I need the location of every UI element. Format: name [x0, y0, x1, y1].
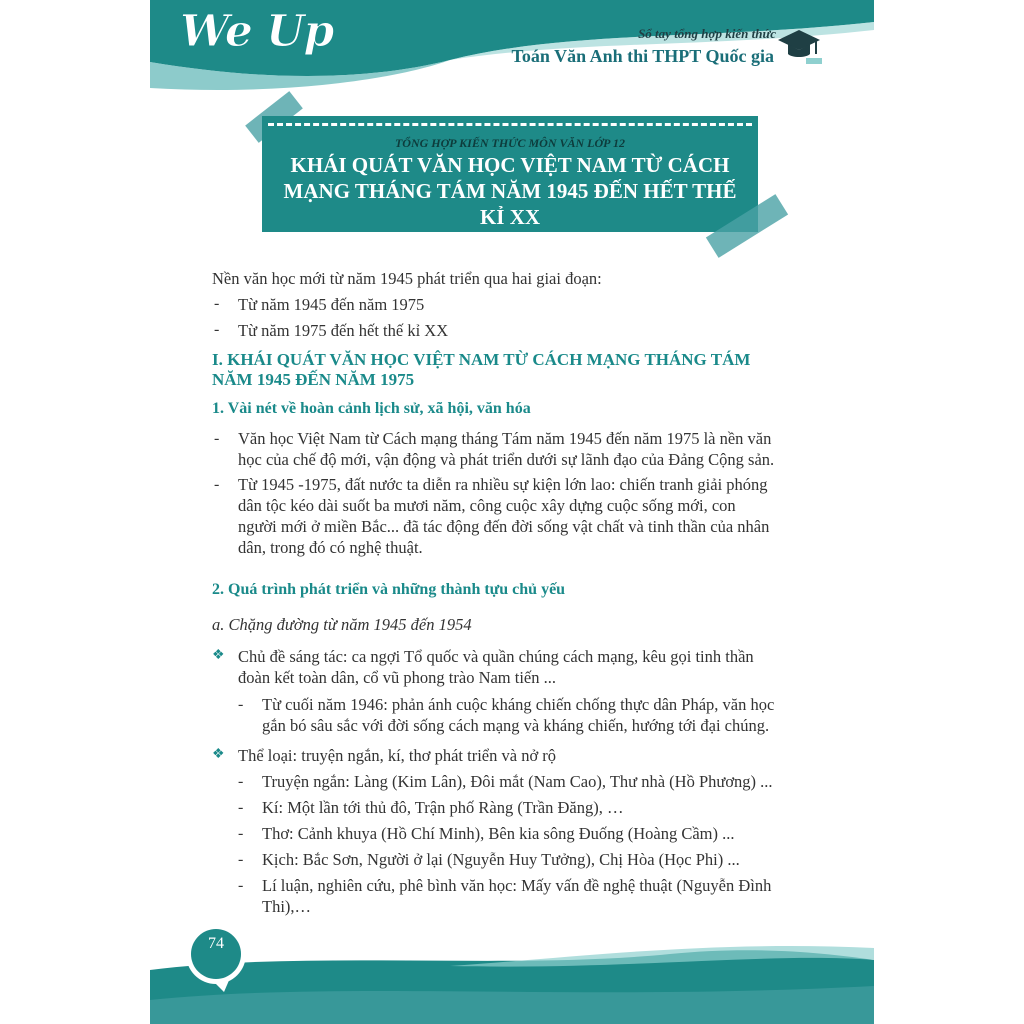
footer-band [150, 930, 874, 1024]
diamond-bullet-icon: ❖ [212, 747, 225, 762]
paragraph-line: Từ 1945 -1975, đất nước ta diễn ra nhiều sự kiện lớn lao: chiến tranh giải phóng [238, 475, 768, 494]
page-number-badge [180, 922, 252, 994]
subsection-heading: 1. Vài nét về hoàn cảnh lịch sử, xã hội, văn hóa [212, 400, 531, 417]
subsection-heading: 2. Quá trình phát triển và những thành tựu chủ yếu [212, 581, 566, 598]
paragraph-line: học của chế độ mới, vận động và phát triển dưới sự lãnh đạo của Đảng Cộng sản. [238, 450, 775, 469]
paragraph [238, 474, 858, 558]
dash-bullet: - [214, 295, 220, 312]
chapter-title-line: KỈ XX [479, 205, 541, 229]
paragraph-line: Thi),… [262, 897, 312, 916]
document-page [150, 0, 874, 1024]
paragraph-line: Từ cuối năm 1946: phản ánh cuộc kháng chiến chống thực dân Pháp, văn học [262, 695, 775, 714]
dash-bullet: - [214, 476, 220, 493]
paragraph [238, 428, 858, 470]
section-heading [212, 350, 832, 390]
paragraph-line: dân tộc kéo dài suốt ba mươi năm, công cuộc xây dựng cuộc sống mới, con [238, 496, 736, 515]
paragraph-line: người mới ở miền Bắc... đã tác động đến đời sống vật chất và tinh thần của nhân [238, 517, 770, 536]
paragraph-line: gắn bó sâu sắc với đời sống cách mạng và kháng chiến, hướng tới đại chúng. [262, 716, 770, 735]
section-heading-line: NĂM 1945 ĐẾN NĂM 1975 [212, 370, 415, 389]
dashed-divider [268, 123, 752, 126]
paragraph-line: Lí luận, nghiên cứu, phê bình văn học: Mấy vấn đề nghệ thuật (Nguyễn Đình [262, 876, 772, 895]
list-item: Kí: Một lần tới thủ đô, Trận phố Ràng (Trần Đăng), … [262, 798, 624, 817]
chapter-title [272, 152, 748, 230]
paragraph-line: Văn học Việt Nam từ Cách mạng tháng Tám năm 1945 đến năm 1975 là nền văn [238, 429, 772, 448]
intro-text: Nền văn học mới từ năm 1945 phát triển qua hai giai đoạn: [212, 269, 602, 288]
dash-bullet: - [214, 430, 220, 447]
chapter-title-box [262, 116, 758, 232]
dash-bullet: - [238, 877, 244, 894]
dash-bullet: - [238, 825, 244, 842]
dash-bullet: - [238, 851, 244, 868]
list-item: Kịch: Bắc Sơn, Người ở lại (Nguyễn Huy Tưởng), Chị Hòa (Học Phi) ... [262, 850, 740, 869]
list-item [262, 875, 862, 917]
chapter-title-line: MẠNG THÁNG TÁM NĂM 1945 ĐẾN HẾT THẾ [283, 179, 737, 203]
intro-item: Từ năm 1975 đến hết thế kỉ XX [238, 321, 449, 340]
chapter-kicker: TỔNG HỢP KIẾN THỨC MÔN VĂN LỚP 12 [394, 136, 626, 150]
brand-logo: We Up [180, 6, 334, 57]
list-item: Truyện ngắn: Làng (Kim Lân), Đôi mắt (Nam Cao), Thư nhà (Hồ Phương) ... [262, 772, 773, 791]
paragraph-line: Chủ đề sáng tác: ca ngợi Tổ quốc và quần chúng cách mạng, kêu gọi tinh thần [238, 647, 754, 666]
paragraph [262, 694, 862, 736]
paragraph: Thể loại: truyện ngắn, kí, thơ phát triển và nở rộ [238, 746, 557, 765]
dash-bullet: - [238, 799, 244, 816]
dash-bullet: - [238, 696, 244, 713]
period-heading: a. Chặng đường từ năm 1945 đến 1954 [212, 615, 472, 634]
page-number: 74 [208, 935, 224, 952]
paragraph [238, 646, 858, 688]
section-heading-line: I. KHÁI QUÁT VĂN HỌC VIỆT NAM TỪ CÁCH MẠNG THÁNG TÁM [212, 350, 751, 369]
list-item: Thơ: Cảnh khuya (Hồ Chí Minh), Bên kia sông Đuống (Hoàng Cầm) ... [262, 824, 735, 843]
paragraph-line: dân, trong đó có nghệ thuật. [238, 538, 423, 557]
intro-item: Từ năm 1945 đến năm 1975 [238, 295, 425, 314]
graduation-cap-icon [776, 26, 822, 66]
paragraph-line: đoàn kết toàn dân, cổ vũ phong trào Nam tiến ... [238, 668, 557, 687]
header-title: Toán Văn Anh thi THPT Quốc gia [511, 46, 774, 66]
dash-bullet: - [238, 773, 244, 790]
chapter-title-line: KHÁI QUÁT VĂN HỌC VIỆT NAM TỪ CÁCH [290, 153, 730, 177]
diamond-bullet-icon: ❖ [212, 648, 225, 663]
dash-bullet: - [214, 321, 220, 338]
header-subtitle: Sổ tay tổng hợp kiến thức [638, 26, 776, 41]
